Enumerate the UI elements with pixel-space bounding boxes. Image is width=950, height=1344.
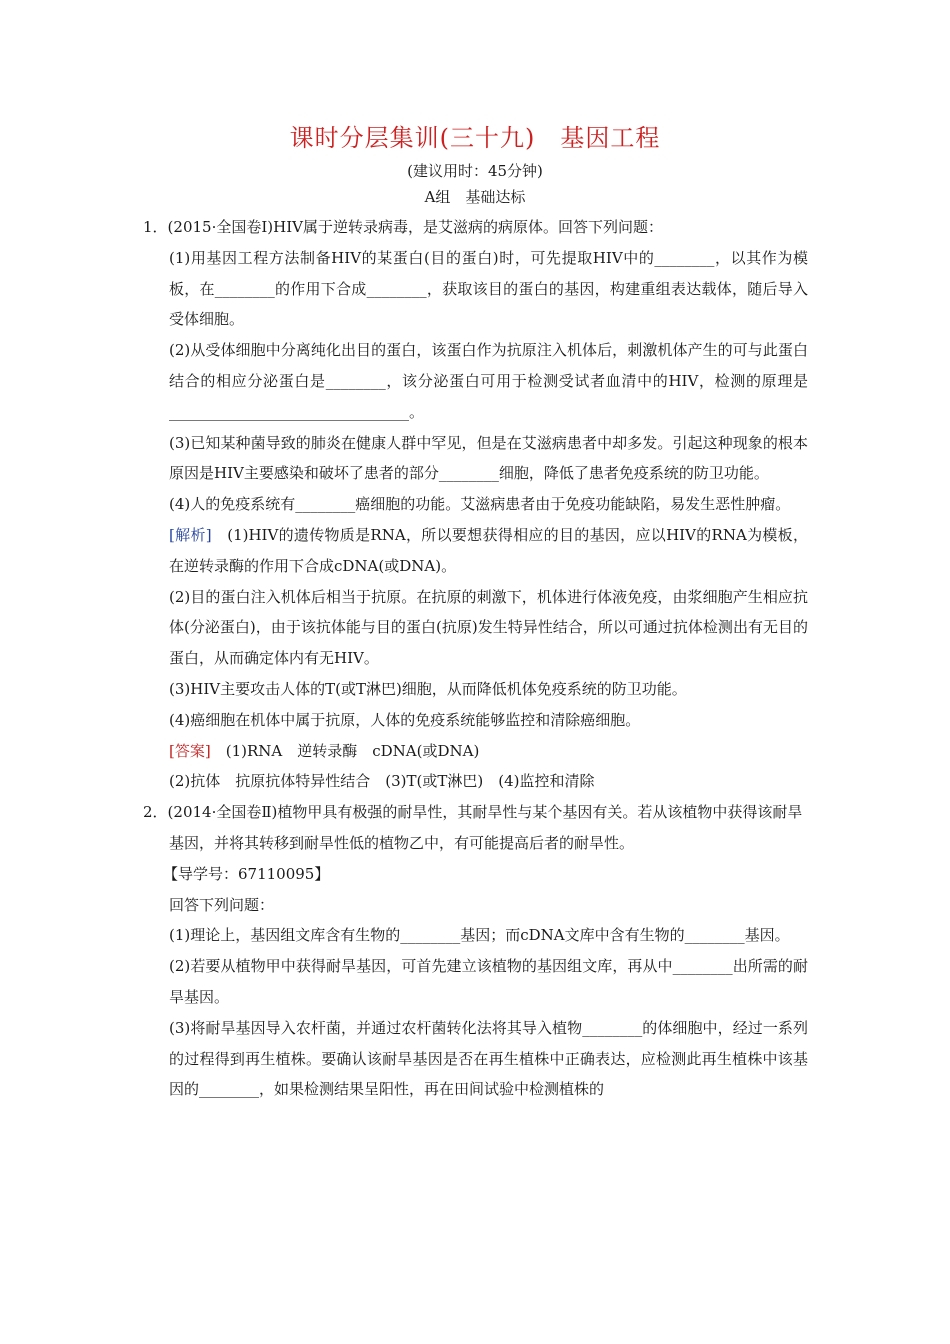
group-heading: A组 基础达标: [424, 188, 526, 206]
question-2-part-1: (1)理论上，基因组文库含有生物的________基因；而cDNA文库中含有生物的________基因。: [169, 926, 790, 945]
question-1-part-3: (3)已知某种菌导致的肺炎在健康人群中罕见，但是在艾滋病患者中却多发。引起这种现象的根本原因是HIV主要感染和破坏了患者的部分________细胞，降低了患者免疫系统的防卫功能。: [169, 433, 808, 483]
question-1-part-4: (4)人的免疫系统有________癌细胞的功能。艾滋病患者由于免疫功能缺陷，易发生恶性肿瘤。: [169, 495, 791, 514]
question-1-part-2: (2)从受体细胞中分离纯化出目的蛋白，该蛋白作为抗原注入机体后，刺激机体产生的可与此蛋白结合的相应分泌蛋白是________，该分泌蛋白可用于检测受试者血清中的HIV，检测的原理是________________________________。: [169, 341, 808, 421]
page-title: 课时分层集训(三十九) 基因工程: [289, 124, 661, 152]
analysis-text-1: (1)HIV的遗传物质是RNA，所以要想获得相应的目的基因，应以HIV的RNA为模板，在逆转录酶的作用下合成cDNA(或DNA)。: [169, 525, 808, 575]
question-2-stem: 2．(2014·全国卷Ⅱ)植物甲具有极强的耐旱性，其耐旱性与某个基因有关。若从该植物中获得该耐旱基因，并将其转移到耐旱性低的植物乙中，有可能提高后者的耐旱性。: [143, 803, 803, 852]
analysis-2: (2)目的蛋白注入机体后相当于抗原。在抗原的刺激下，机体进行体液免疫，由浆细胞产生相应抗体(分泌蛋白)，由于该抗体能与目的蛋白(抗原)发生特异性结合，所以可通过抗体检测出有无目的蛋白，从而确定体内有无HIV。: [169, 587, 808, 668]
answer-1: [143, 736, 808, 767]
answer-text-1: (1)RNA 逆转录酶 cDNA(或DNA): [210, 741, 480, 760]
question-2-lead: 回答下列问题：: [169, 895, 275, 914]
question-2-part-2: (2)若要从植物甲中获得耐旱基因，可首先建立该植物的基因组文库，再从中________出所需的耐旱基因。: [169, 957, 808, 1006]
answer-tag: [答案]: [169, 741, 211, 760]
question-1-stem: 1．(2015·全国卷Ⅰ)HIV属于逆转录病毒，是艾滋病的病原体。回答下列问题：: [143, 218, 663, 236]
answer-2: (2)抗体 抗原抗体特异性结合 (3)T(或T淋巴) (4)监控和清除: [169, 772, 595, 791]
analysis-1: [143, 520, 808, 582]
guide-number: 【导学号：67110095】: [163, 864, 330, 883]
question-content: [143, 212, 808, 1105]
analysis-tag: [解析]: [169, 525, 212, 544]
analysis-3: (3)HIV主要攻击人体的T(或T淋巴)细胞，从而降低机体免疫系统的防卫功能。: [169, 679, 687, 698]
question-1-part-1: (1)用基因工程方法制备HIV的某蛋白(目的蛋白)时，可先提取HIV中的________，以其作为模板，在________的作用下合成________，获取该目的蛋白的基因，构建重组表达载体，随后导入受体细胞。: [169, 248, 808, 329]
question-2-part-3: (3)将耐旱基因导入农杆菌，并通过农杆菌转化法将其导入植物________的体细胞中，经过一系列的过程得到再生植株。要确认该耐旱基因是否在再生植株中正确表达，应检测此再生植株中该基因的________，如果检测结果呈阳性，再在田间试验中检测植株的: [169, 1018, 808, 1099]
analysis-4: (4)癌细胞在机体中属于抗原，人体的免疫系统能够监控和清除癌细胞。: [169, 710, 641, 729]
suggested-time: (建议用时：45分钟): [407, 162, 543, 180]
